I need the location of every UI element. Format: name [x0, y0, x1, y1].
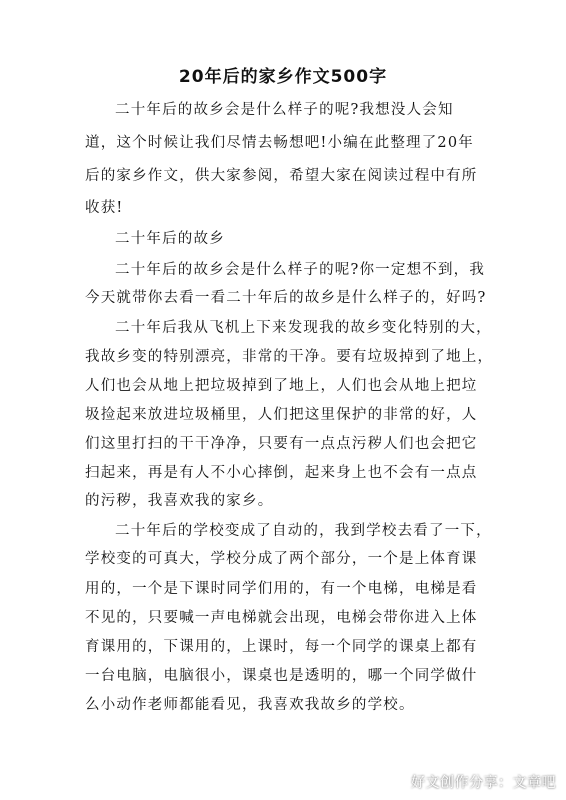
- text-line: 我故乡变的特别漂亮，非常的干净。要有垃圾掉到了地上，: [85, 349, 494, 365]
- text-line: 一台电脑，电脑很小，课桌也是透明的，哪一个同学做什: [85, 668, 478, 684]
- text-line: 们这里打扫的干干净净，只要有一点点污秽人们也会把它: [85, 436, 478, 452]
- text-line: 人们也会从地上把垃圾掉到了地上，人们也会从地上把垃: [85, 378, 478, 394]
- text-line: 今天就带你去看一看二十年后的故乡是什么样子的，好吗?: [85, 290, 487, 306]
- text-line: 二十年后我从飞机上下来发现我的故乡变化特别的大，: [115, 320, 492, 336]
- text-line: 道，这个时候让我们尽情去畅想吧!小编在此整理了20年: [85, 135, 474, 151]
- text-line: 用的，一个是下课时同学们用的，有一个电梯，电梯是看: [85, 581, 478, 597]
- text-line: 的污秽，我喜欢我的家乡。: [85, 493, 274, 509]
- watermark: 好文创作分享：文章吧: [411, 775, 556, 791]
- text-line: 二十年后的故乡会是什么样子的呢?我想没人会知: [115, 102, 454, 118]
- text-line: 么小动作老师都能看见，我喜欢我故乡的学校。: [85, 697, 415, 713]
- text-line: 二十年后的学校变成了自动的，我到学校去看了一下，: [115, 523, 492, 539]
- page-title: 20年后的家乡作文500字: [178, 67, 388, 87]
- text-line: 不见的，只要喊一声电梯就会出现，电梯会带你进入上体: [85, 610, 478, 626]
- section-heading: 二十年后的故乡: [115, 231, 225, 247]
- text-line: 二十年后的故乡会是什么样子的呢?你一定想不到，我: [115, 262, 486, 278]
- text-line: 扫起来，再是有人不小心摔倒，起来身上也不会有一点点: [85, 465, 478, 481]
- text-line: 收获!: [85, 200, 124, 216]
- text-line: 育课用的，下课用的，上课时，每一个同学的课桌上都有: [85, 639, 478, 655]
- text-line: 圾捡起来放进垃圾桶里，人们把这里保护的非常的好，人: [85, 407, 478, 423]
- text-line: 后的家乡作文，供大家参阅，希望大家在阅读过程中有所: [85, 168, 478, 184]
- text-line: 学校变的可真大，学校分成了两个部分，一个是上体育课: [85, 551, 478, 567]
